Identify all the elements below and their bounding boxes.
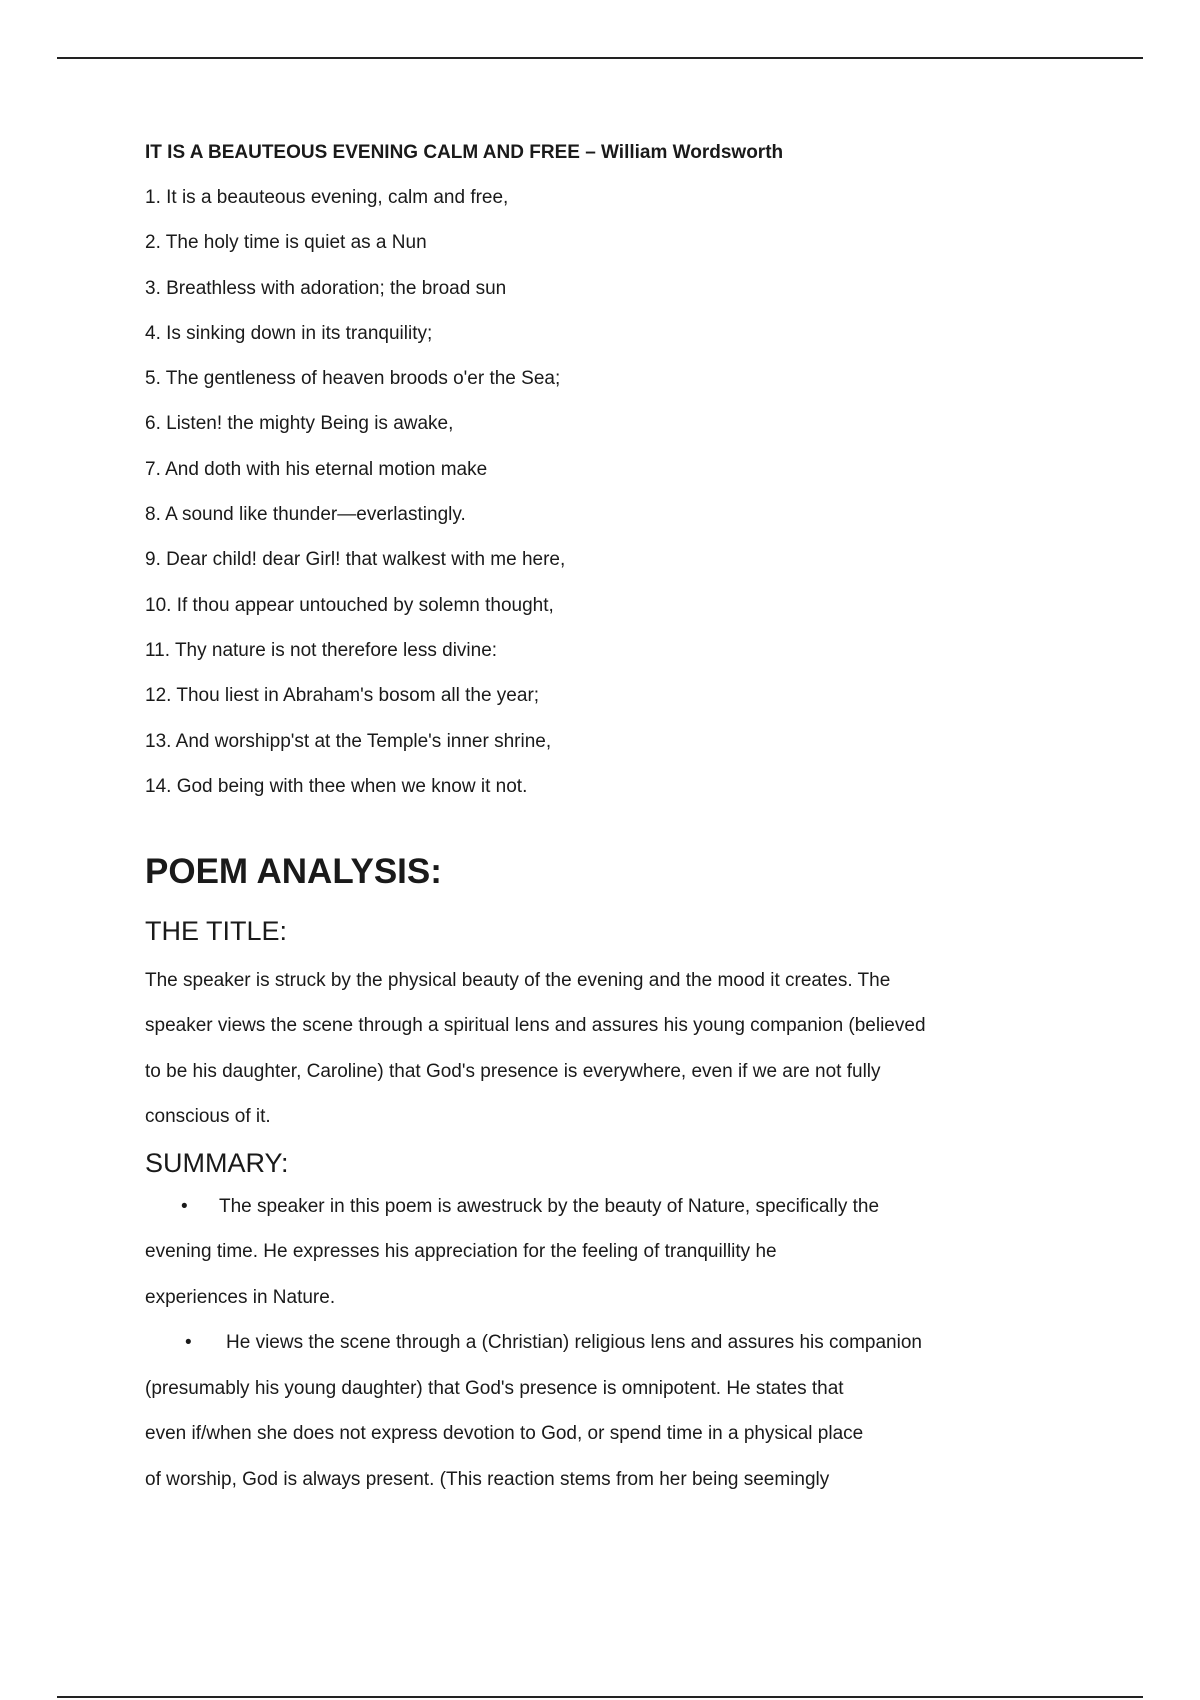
poem-line: 8. A sound like thunder—everlastingly. xyxy=(145,504,466,526)
bullet-continuation: even if/when she does not express devotion to God, or spend time in a physical place xyxy=(145,1423,864,1445)
paragraph-line: conscious of it. xyxy=(145,1106,271,1128)
paragraph-line: speaker views the scene through a spiritual lens and assures his young companion (believed xyxy=(145,1015,926,1037)
poem-line: 7. And doth with his eternal motion make xyxy=(145,458,488,480)
bullet-text: He views the scene through a (Christian) religious lens and assures his companion xyxy=(226,1332,922,1354)
bullet-first-line xyxy=(145,1184,1045,1230)
paragraph-line: to be his daughter, Caroline) that God's presence is everywhere, even if we are not fully xyxy=(145,1060,881,1082)
bullet-continuation: of worship, God is always present. (This reaction stems from her being seemingly xyxy=(145,1468,830,1490)
header-rule xyxy=(57,57,1143,59)
poem-line: 14. God being with thee when we know it not. xyxy=(145,775,528,797)
poem-line: 10. If thou appear untouched by solemn thought, xyxy=(145,594,554,616)
summary-bullet xyxy=(145,1320,1045,1502)
poem-line: 2. The holy time is quiet as a Nun xyxy=(145,232,427,254)
poem-line: 6. Listen! the mighty Being is awake, xyxy=(145,413,454,435)
bullet-continuation: experiences in Nature. xyxy=(145,1286,336,1308)
title-section-paragraph xyxy=(145,958,1045,1140)
title-section-heading: THE TITLE: xyxy=(145,915,288,946)
bullet-continuation: evening time. He expresses his appreciation for the feeling of tranquillity he xyxy=(145,1241,777,1263)
footer-rule xyxy=(57,1696,1143,1698)
bullet-icon: • xyxy=(181,1195,188,1217)
paragraph-line: The speaker is struck by the physical beauty of the evening and the mood it creates. The xyxy=(145,969,891,991)
summary-heading: SUMMARY: xyxy=(145,1147,289,1178)
poem-line: 13. And worshipp'st at the Temple's inner shrine, xyxy=(145,730,552,752)
bullet-text: The speaker in this poem is awestruck by the beauty of Nature, specifically the xyxy=(219,1195,880,1217)
poem-line: 4. Is sinking down in its tranquility; xyxy=(145,322,433,344)
poem-lines xyxy=(145,185,1045,800)
bullet-first-line xyxy=(145,1320,1045,1366)
summary-bullet xyxy=(145,1184,1045,1321)
document-body xyxy=(145,140,1045,1502)
bullet-icon: • xyxy=(185,1332,192,1354)
bullet-continuation: (presumably his young daughter) that God's presence is omnipotent. He states that xyxy=(145,1377,844,1399)
poem-line: 9. Dear child! dear Girl! that walkest with me here, xyxy=(145,549,566,571)
poem-line: 5. The gentleness of heaven broods o'er the Sea; xyxy=(145,368,561,390)
poem-line: 12. Thou liest in Abraham's bosom all the year; xyxy=(145,685,540,707)
poem-line: 11. Thy nature is not therefore less divine: xyxy=(145,639,498,661)
poem-line: 1. It is a beauteous evening, calm and free, xyxy=(145,187,509,208)
analysis-heading: POEM ANALYSIS: xyxy=(145,851,442,891)
poem-title: IT IS A BEAUTEOUS EVENING CALM AND FREE – William Wordsworth xyxy=(145,142,784,163)
poem-line: 3. Breathless with adoration; the broad sun xyxy=(145,277,507,299)
